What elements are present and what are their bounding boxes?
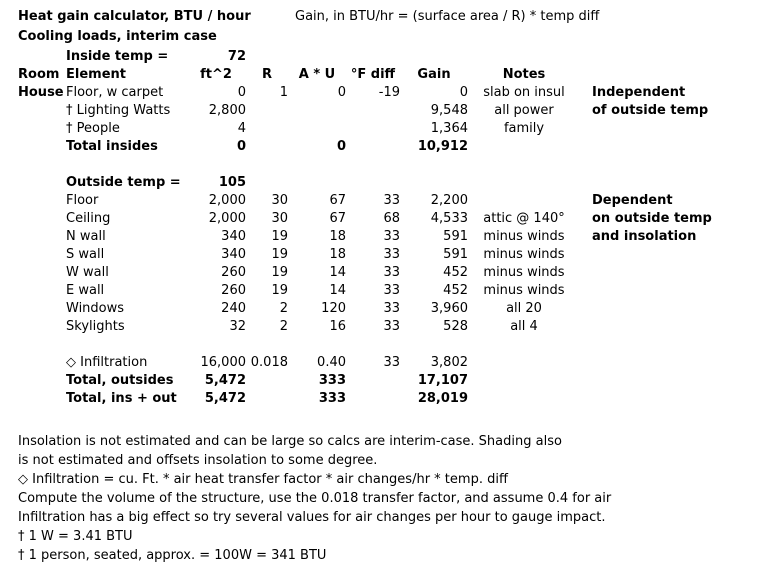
table-row — [18, 138, 768, 156]
cell-element: Windows — [66, 301, 125, 316]
cell-r-value — [246, 138, 288, 156]
cell-area-ft2 — [186, 156, 246, 174]
cell-a-times-u: 14 — [329, 283, 346, 298]
cell-room — [18, 318, 66, 336]
cell-side-note — [580, 282, 758, 300]
cell-a-times-u — [288, 174, 346, 192]
cell-room — [18, 102, 66, 120]
cell-temp-diff — [346, 390, 400, 408]
cell-notes: slab on insul — [483, 85, 565, 100]
table-row — [18, 48, 768, 66]
cell-r-value: 2 — [279, 301, 288, 316]
cell-room — [18, 282, 66, 300]
cell-area-ft2: 5,472 — [204, 391, 246, 406]
cell-a-times-u: 333 — [318, 391, 346, 406]
cell-gain: 591 — [443, 247, 468, 262]
cell-a-times-u: 67 — [329, 193, 346, 208]
cell-r-value: 0.018 — [250, 355, 288, 370]
cell-temp-diff — [346, 138, 400, 156]
cell-side-note: Dependent — [592, 193, 673, 208]
footnote-line: Compute the volume of the structure, use the 0.018 transfer factor, and assume 0.4 for air — [18, 491, 612, 506]
cell-area-ft2: 105 — [218, 175, 246, 190]
cell-notes — [468, 138, 580, 156]
cell-side-note — [580, 120, 758, 138]
cell-gain: 2,200 — [430, 193, 468, 208]
cell-room — [18, 156, 66, 174]
cell-temp-diff: °F diff — [350, 67, 396, 82]
cell-gain: 10,912 — [417, 139, 468, 154]
cell-side-note — [580, 354, 758, 372]
cell-a-times-u: 0 — [336, 139, 346, 154]
cell-notes: minus winds — [483, 229, 565, 244]
cell-element: N wall — [66, 229, 106, 244]
cell-side-note: and insolation — [592, 229, 697, 244]
cell-temp-diff — [346, 372, 400, 390]
cell-notes: attic @ 140° — [483, 211, 565, 226]
table-row — [18, 300, 768, 318]
cell-area-ft2: 72 — [227, 49, 246, 64]
table-row — [18, 264, 768, 282]
cell-temp-diff — [346, 102, 400, 120]
cell-element: Ceiling — [66, 211, 111, 226]
cell-r-value: R — [261, 67, 272, 82]
cell-notes: all 4 — [510, 319, 538, 334]
cell-gain: Gain — [417, 67, 451, 82]
cell-a-times-u: 0 — [337, 85, 346, 100]
calc-table — [18, 48, 768, 408]
cell-a-times-u — [288, 120, 346, 138]
cell-notes — [468, 390, 580, 408]
cell-side-note — [580, 318, 758, 336]
cell-side-note — [580, 264, 758, 282]
cell-side-note — [580, 156, 758, 174]
cell-room — [18, 138, 66, 156]
table-row — [18, 372, 768, 390]
cell-temp-diff: 33 — [383, 247, 400, 262]
cell-side-note — [580, 138, 758, 156]
cell-element: E wall — [66, 283, 105, 298]
cell-room — [18, 48, 66, 66]
cell-gain — [400, 156, 468, 174]
cell-temp-diff: 33 — [383, 301, 400, 316]
cell-area-ft2: 340 — [221, 247, 246, 262]
cell-area-ft2: 2,800 — [208, 103, 246, 118]
cell-gain — [400, 336, 468, 354]
cell-room — [18, 228, 66, 246]
cell-area-ft2: 0 — [236, 139, 246, 154]
footnote-line: † 1 W = 3.41 BTU — [18, 529, 133, 544]
cell-a-times-u: 16 — [329, 319, 346, 334]
cell-notes: all 20 — [506, 301, 542, 316]
cell-r-value: 30 — [271, 193, 288, 208]
cell-r-value — [246, 156, 288, 174]
cell-element: Outside temp = — [66, 175, 181, 190]
cell-area-ft2: 5,472 — [204, 373, 246, 388]
cell-room — [18, 120, 66, 138]
table-row — [18, 120, 768, 138]
cell-a-times-u — [288, 336, 346, 354]
cell-r-value: 2 — [279, 319, 288, 334]
cell-notes — [468, 174, 580, 192]
cell-a-times-u: 333 — [318, 373, 346, 388]
cell-gain: 452 — [443, 265, 468, 280]
cell-gain: 528 — [443, 319, 468, 334]
cell-r-value: 19 — [271, 247, 288, 262]
cell-gain: 9,548 — [430, 103, 468, 118]
cell-r-value — [246, 174, 288, 192]
cell-r-value — [246, 102, 288, 120]
cell-temp-diff: 33 — [383, 265, 400, 280]
cell-area-ft2: 2,000 — [208, 211, 246, 226]
cell-element: Inside temp = — [66, 49, 169, 64]
cell-element — [66, 156, 186, 174]
cell-notes — [468, 372, 580, 390]
page-subtitle: Cooling loads, interim case — [18, 29, 217, 44]
cell-temp-diff: 33 — [383, 283, 400, 298]
table-row — [18, 210, 768, 228]
table-row — [18, 390, 768, 408]
table-row — [18, 354, 768, 372]
cell-element: † People — [66, 121, 120, 136]
cell-side-note: Independent — [592, 85, 686, 100]
cell-r-value — [246, 336, 288, 354]
cell-temp-diff: 33 — [383, 355, 400, 370]
cell-side-note — [580, 48, 758, 66]
cell-gain: 4,533 — [430, 211, 468, 226]
cell-gain: 0 — [459, 85, 468, 100]
cell-temp-diff — [346, 156, 400, 174]
cell-room — [18, 300, 66, 318]
cell-area-ft2: 32 — [229, 319, 246, 334]
table-row — [18, 192, 768, 210]
cell-notes — [468, 192, 580, 210]
cell-area-ft2: 260 — [221, 283, 246, 298]
cell-area-ft2: ft^2 — [200, 67, 232, 82]
cell-area-ft2: 340 — [221, 229, 246, 244]
cell-a-times-u — [288, 102, 346, 120]
cell-element: Total insides — [66, 139, 158, 154]
cell-area-ft2: 16,000 — [200, 355, 246, 370]
cell-a-times-u: 18 — [329, 247, 346, 262]
cell-notes — [468, 48, 580, 66]
cell-notes — [468, 336, 580, 354]
cell-notes — [468, 156, 580, 174]
cell-room — [18, 336, 66, 354]
cell-gain: 3,960 — [430, 301, 468, 316]
title-row — [18, 7, 768, 27]
footnote-line: ◇ Infiltration = cu. Ft. * air heat transfer factor * air changes/hr * temp. diff — [18, 472, 508, 487]
cell-a-times-u: 120 — [321, 301, 346, 316]
cell-r-value — [246, 372, 288, 390]
cell-room — [18, 210, 66, 228]
cell-notes: minus winds — [483, 283, 565, 298]
cell-element: W wall — [66, 265, 109, 280]
cell-r-value: 1 — [279, 85, 288, 100]
cell-temp-diff — [346, 174, 400, 192]
footnote-line: Insolation is not estimated and can be large so calcs are interim-case. Shading also — [18, 434, 562, 449]
table-row — [18, 336, 768, 354]
cell-notes — [468, 354, 580, 372]
table-row — [18, 102, 768, 120]
cell-a-times-u: 67 — [329, 211, 346, 226]
footnote-line: † 1 person, seated, approx. = 100W = 341 BTU — [18, 548, 327, 563]
footnote-line: is not estimated and offsets insolation to some degree. — [18, 453, 378, 468]
cell-room — [18, 246, 66, 264]
cell-a-times-u: 0.40 — [317, 355, 346, 370]
cell-r-value — [246, 48, 288, 66]
cell-a-times-u — [288, 156, 346, 174]
cell-temp-diff: 33 — [383, 229, 400, 244]
cell-side-note — [580, 390, 758, 408]
table-row — [18, 246, 768, 264]
cell-area-ft2 — [186, 336, 246, 354]
cell-gain: 28,019 — [417, 391, 468, 406]
footnote-line: Infiltration has a big effect so try several values for air changes per hour to gauge impact. — [18, 510, 606, 525]
cell-gain — [400, 48, 468, 66]
cell-gain: 1,364 — [430, 121, 468, 136]
cell-r-value: 19 — [271, 229, 288, 244]
cell-temp-diff: -19 — [378, 85, 400, 100]
cell-a-times-u — [288, 48, 346, 66]
cell-side-note — [580, 66, 758, 84]
cell-room — [18, 192, 66, 210]
cell-r-value — [246, 120, 288, 138]
cell-element: Skylights — [66, 319, 125, 334]
table-row — [18, 84, 768, 102]
cell-room — [18, 390, 66, 408]
cell-area-ft2: 2,000 — [208, 193, 246, 208]
cell-room: Room — [18, 67, 60, 82]
cell-element: † Lighting Watts — [66, 103, 171, 118]
cell-notes: all power — [494, 103, 554, 118]
cell-area-ft2: 0 — [237, 85, 246, 100]
cell-element: Total, outsides — [66, 373, 174, 388]
cell-side-note — [580, 372, 758, 390]
cell-element: ◇ Infiltration — [66, 355, 148, 370]
cell-notes: minus winds — [483, 265, 565, 280]
cell-room — [18, 354, 66, 372]
cell-r-value — [246, 390, 288, 408]
cell-gain: 591 — [443, 229, 468, 244]
cell-area-ft2: 4 — [237, 121, 246, 136]
table-row — [18, 156, 768, 174]
page-title: Heat gain calculator, BTU / hour — [18, 9, 251, 24]
table-row — [18, 174, 768, 192]
cell-side-note — [580, 300, 758, 318]
cell-room — [18, 372, 66, 390]
cell-side-note — [580, 246, 758, 264]
cell-side-note — [580, 174, 758, 192]
table-row — [18, 282, 768, 300]
cell-temp-diff — [346, 120, 400, 138]
cell-area-ft2: 240 — [221, 301, 246, 316]
cell-r-value: 30 — [271, 211, 288, 226]
cell-room: House — [18, 85, 64, 100]
cell-r-value: 19 — [271, 283, 288, 298]
cell-temp-diff: 33 — [383, 319, 400, 334]
cell-temp-diff: 33 — [383, 193, 400, 208]
cell-notes: family — [503, 121, 545, 136]
cell-element: S wall — [66, 247, 105, 262]
cell-side-note: of outside temp — [592, 103, 709, 118]
table-row — [18, 318, 768, 336]
cell-temp-diff — [346, 48, 400, 66]
cell-gain: 452 — [443, 283, 468, 298]
cell-element: Floor — [66, 193, 99, 208]
cell-a-times-u: A * U — [298, 67, 336, 82]
cell-temp-diff: 68 — [383, 211, 400, 226]
cell-element: Element — [66, 67, 126, 82]
cell-gain — [400, 174, 468, 192]
table-row — [18, 228, 768, 246]
cell-side-note — [580, 336, 758, 354]
cell-gain: 17,107 — [417, 373, 468, 388]
cell-temp-diff — [346, 336, 400, 354]
cell-side-note: on outside temp — [592, 211, 712, 226]
cell-r-value: 19 — [271, 265, 288, 280]
cell-a-times-u: 14 — [329, 265, 346, 280]
cell-element: Total, ins + out — [66, 391, 177, 406]
cell-notes: minus winds — [483, 247, 565, 262]
cell-room — [18, 174, 66, 192]
cell-gain: 3,802 — [430, 355, 468, 370]
cell-notes: Notes — [502, 67, 546, 82]
cell-element — [66, 336, 186, 354]
table-row — [18, 66, 768, 84]
cell-room — [18, 264, 66, 282]
gain-formula-text: Gain, in BTU/hr = (surface area / R) * temp diff — [295, 9, 600, 24]
cell-area-ft2: 260 — [221, 265, 246, 280]
footnotes — [18, 432, 768, 565]
cell-a-times-u: 18 — [329, 229, 346, 244]
cell-element: Floor, w carpet — [66, 85, 164, 100]
